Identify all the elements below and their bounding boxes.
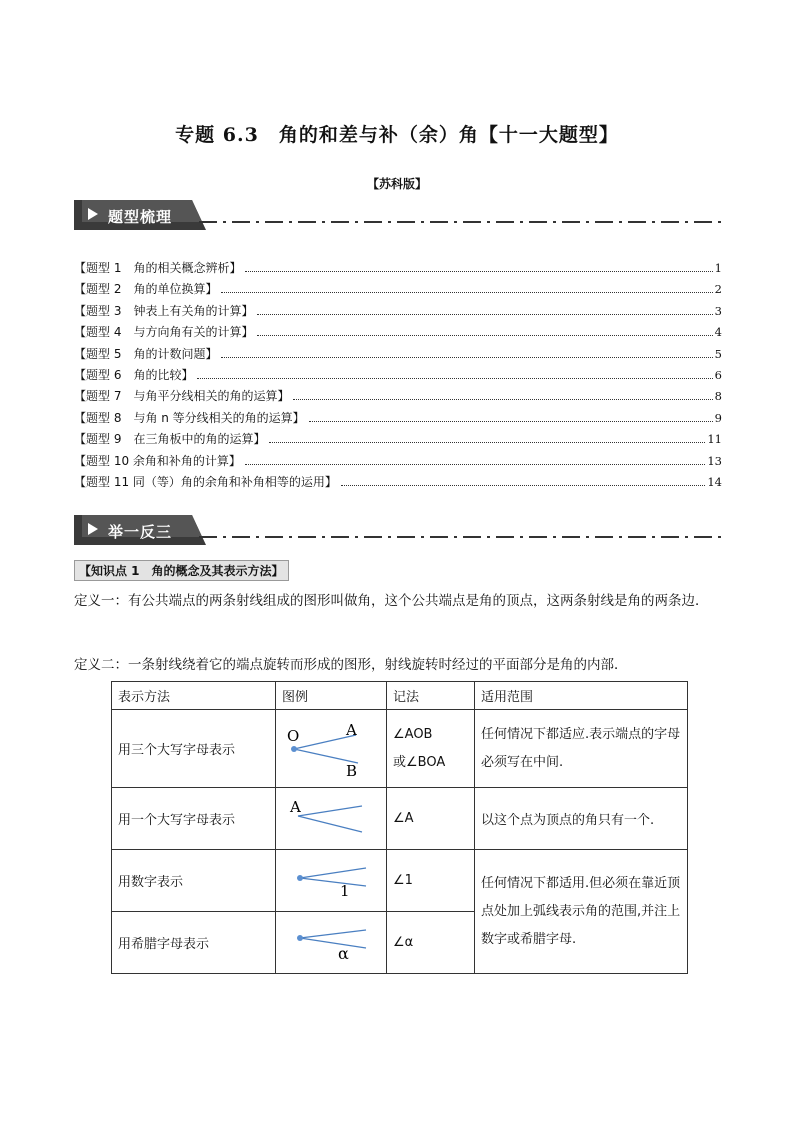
toc-leader-dots <box>257 335 712 336</box>
toc-page-number: 8 <box>714 389 722 404</box>
toc-leader-dots <box>245 271 712 272</box>
notation-primary: ∠AOB <box>393 726 433 742</box>
definition-two: 定义二：一条射线绕着它的端点旋转而形成的图形，射线旋转时经过的平面部分是角的内部． <box>74 657 628 673</box>
table-row <box>112 850 688 912</box>
toc-item-label: 【题型 1 角的相关概念辨析】 <box>74 261 242 275</box>
figure-cell <box>276 912 387 974</box>
ray-ob <box>294 749 358 763</box>
toc-item[interactable] <box>74 472 722 493</box>
label-number: 1 <box>340 881 350 900</box>
toc-item-label: 【题型 10 余角和补角的计算】 <box>74 453 241 468</box>
table-header: 适用范围 <box>475 682 688 710</box>
toc-item[interactable] <box>74 344 722 365</box>
toc-page-number: 4 <box>714 325 722 340</box>
notation-alternate: 或∠BOA <box>393 754 446 770</box>
angle-notation-table <box>111 681 688 974</box>
table-header: 记法 <box>387 682 475 710</box>
label-a: A <box>346 720 357 739</box>
toc-list <box>74 258 722 493</box>
toc-item[interactable] <box>74 408 722 429</box>
label-greek: α <box>338 943 349 963</box>
toc-page-number: 5 <box>714 346 722 361</box>
figure-cell <box>276 788 387 850</box>
label-b: B <box>346 761 358 777</box>
toc-page-number: 6 <box>714 367 722 382</box>
figure-cell <box>276 850 387 912</box>
toc-item-label: 【题型 4 与方向角有关的计算】 <box>74 325 254 340</box>
toc-item-label: 【题型 8 与角 n 等分线相关的角的运算】 <box>74 410 305 425</box>
toc-item[interactable] <box>74 386 722 407</box>
toc-item-label: 【题型 2 角的单位换算】 <box>74 282 218 297</box>
notation-cell: ∠α <box>387 912 475 974</box>
toc-leader-dots <box>221 357 712 358</box>
toc-item[interactable] <box>74 365 722 386</box>
scope-cell: 任何情况下都适应.表示端点的字母必须写在中间. <box>475 710 688 788</box>
toc-item-label: 【题型 7 与角平分线相关的角的运算】 <box>74 389 290 404</box>
toc-leader-dots <box>245 464 705 465</box>
toc-page-number: 13 <box>707 453 722 468</box>
scope-cell: 以这个点为顶点的角只有一个. <box>475 788 688 850</box>
toc-leader-dots <box>293 399 712 400</box>
toc-page-number: 9 <box>714 410 722 425</box>
table-header: 图例 <box>276 682 387 710</box>
angle-figure-alpha <box>282 918 378 964</box>
toc-page-number: 2 <box>714 282 722 297</box>
toc-item[interactable] <box>74 451 722 472</box>
knowledge-point-title: 【知识点 1 角的概念及其表示方法】 <box>74 560 289 581</box>
table-header-row <box>112 682 688 710</box>
edition-label: 【苏科版】 <box>366 177 427 191</box>
angle-figure-aob <box>282 717 378 777</box>
toc-item-label: 【题型 3 钟表上有关角的计算】 <box>74 303 254 318</box>
toc-page-number: 3 <box>714 303 722 318</box>
toc-item[interactable] <box>74 429 722 450</box>
dash-rule <box>199 218 722 226</box>
table-header: 表示方法 <box>112 682 276 710</box>
label-a: A <box>290 797 301 816</box>
toc-item[interactable] <box>74 279 722 300</box>
section-title-toc: 题型梳理 <box>108 208 173 226</box>
toc-page-number: 11 <box>707 432 722 447</box>
figure-cell <box>276 710 387 788</box>
toc-leader-dots <box>221 292 712 293</box>
toc-item[interactable] <box>74 301 722 322</box>
toc-item[interactable] <box>74 322 722 343</box>
section-banner-practice <box>74 515 722 545</box>
method-cell: 用一个大写字母表示 <box>112 788 276 850</box>
toc-leader-dots <box>197 378 712 379</box>
toc-item-label: 【题型 6 角的比较】 <box>74 367 194 382</box>
toc-page-number: 1 <box>714 261 722 275</box>
angle-figure-a <box>282 794 378 840</box>
toc-item[interactable] <box>74 258 722 279</box>
notation-cell <box>387 710 475 788</box>
definition-one: 定义一：有公共端点的两条射线组成的图形叫做角，这个公共端点是角的顶点，这两条射线是角的两条边． <box>74 593 709 609</box>
vertex-dot <box>291 746 297 752</box>
toc-item-label: 【题型 5 角的计数问题】 <box>74 346 218 361</box>
toc-page-number: 14 <box>707 474 722 489</box>
method-cell: 用希腊字母表示 <box>112 912 276 974</box>
section-banner-toc <box>74 200 722 230</box>
dash-rule <box>199 533 722 541</box>
section-title-practice: 举一反三 <box>108 523 173 541</box>
toc-leader-dots <box>269 442 705 443</box>
toc-leader-dots <box>341 485 705 486</box>
table-row <box>112 710 688 788</box>
label-o: O <box>287 726 300 745</box>
angle-figure-1 <box>282 856 378 902</box>
notation-cell: ∠1 <box>387 850 475 912</box>
toc-leader-dots <box>309 421 713 422</box>
method-cell: 用三个大写字母表示 <box>112 710 276 788</box>
toc-leader-dots <box>257 314 712 315</box>
table-row <box>112 788 688 850</box>
notation-cell: ∠A <box>387 788 475 850</box>
scope-cell: 任何情况下都适用.但必须在靠近顶点处加上弧线表示角的范围,并注上数字或希腊字母. <box>475 850 688 974</box>
toc-item-label: 【题型 11 同（等）角的余角和补角相等的运用】 <box>74 474 337 489</box>
method-cell: 用数字表示 <box>112 850 276 912</box>
toc-item-label: 【题型 9 在三角板中的角的运算】 <box>74 432 266 447</box>
page-title: 专题 6.3 角的和差与补（余）角【十一大题型】 <box>175 124 619 146</box>
